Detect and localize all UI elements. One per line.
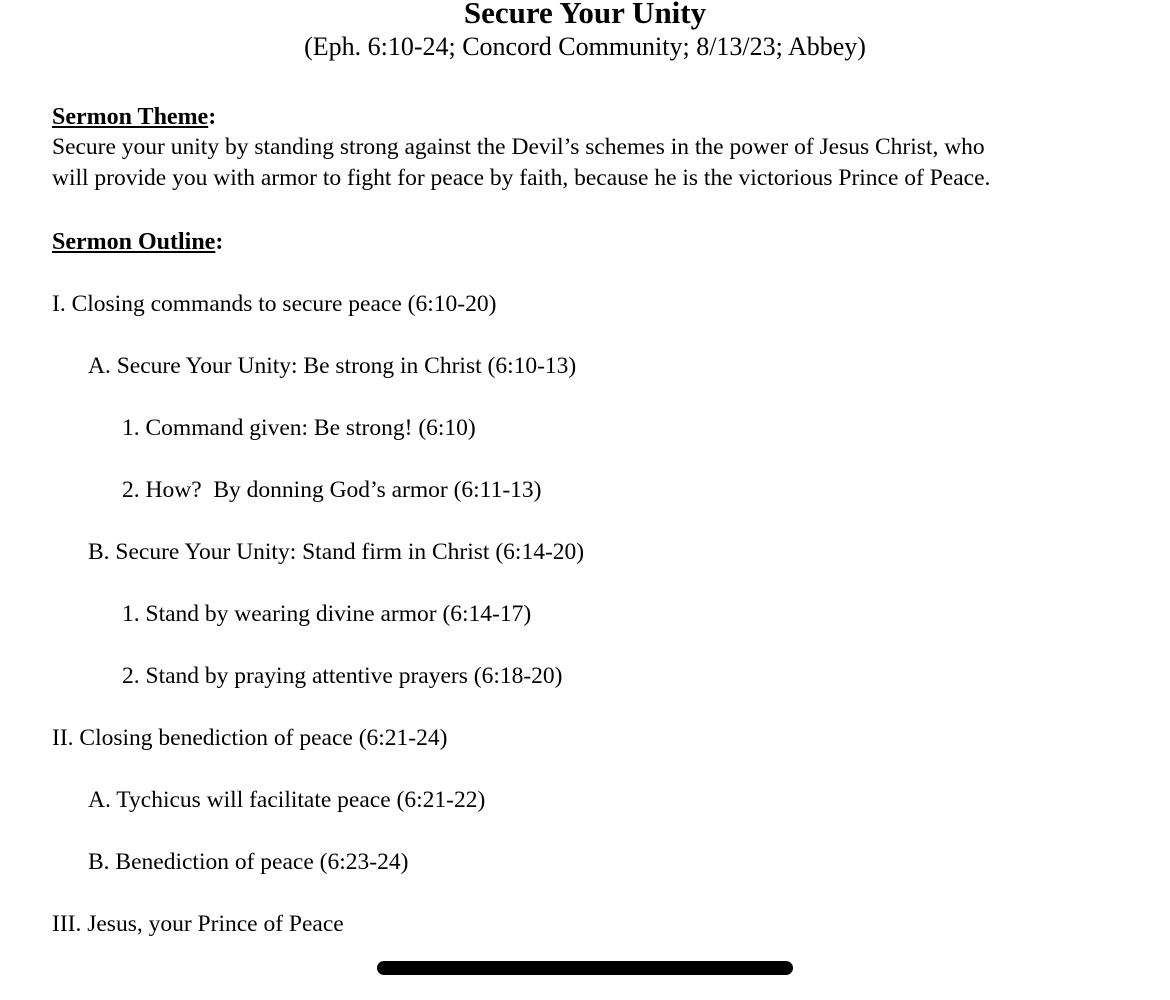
sermon-theme-paragraph: [52, 132, 1118, 194]
sermon-theme-heading: [52, 102, 1118, 132]
outline-item: II. Closing benediction of peace (6:21-24): [52, 725, 448, 751]
outline-item: B. Benediction of peace (6:23-24): [88, 849, 409, 875]
outline-item: A. Secure Your Unity: Be strong in Christ (6:10-13): [88, 353, 577, 379]
sermon-outline-heading: [52, 227, 1118, 257]
outline-item: A. Tychicus will facilitate peace (6:21-22): [88, 787, 486, 813]
theme-text-line: will provide you with armor to fight for peace by faith, because he is the victorious Prince of Peace.: [52, 165, 991, 191]
sermon-subtitle: (Eph. 6:10-24; Concord Community; 8/13/23; Abbey): [304, 32, 866, 61]
sermon-outline-list: [52, 289, 1118, 940]
sermon-title: Secure Your Unity: [463, 0, 707, 30]
outline-item: 1. Command given: Be strong! (6:10): [122, 415, 476, 441]
outline-item: 2. How? By donning God’s armor (6:11-13): [122, 477, 542, 503]
outline-item: 1. Stand by wearing divine armor (6:14-17): [122, 601, 532, 627]
sermon-theme-heading-colon: :: [208, 104, 217, 130]
outline-item: B. Secure Your Unity: Stand firm in Christ (6:14-20): [88, 539, 585, 565]
home-indicator-handle[interactable]: [377, 961, 793, 975]
outline-item: I. Closing commands to secure peace (6:10-20): [52, 291, 497, 317]
sermon-theme-heading-text: Sermon Theme: [52, 104, 209, 130]
sermon-outline-heading-text: Sermon Outline: [52, 229, 216, 255]
outline-item: 2. Stand by praying attentive prayers (6:18-20): [122, 663, 563, 689]
theme-text-line: Secure your unity by standing strong against the Devil’s schemes in the power of Jesus Christ, who: [52, 134, 985, 160]
outline-item: III. Jesus, your Prince of Peace: [52, 911, 344, 937]
sermon-outline-heading-colon: :: [215, 229, 224, 255]
